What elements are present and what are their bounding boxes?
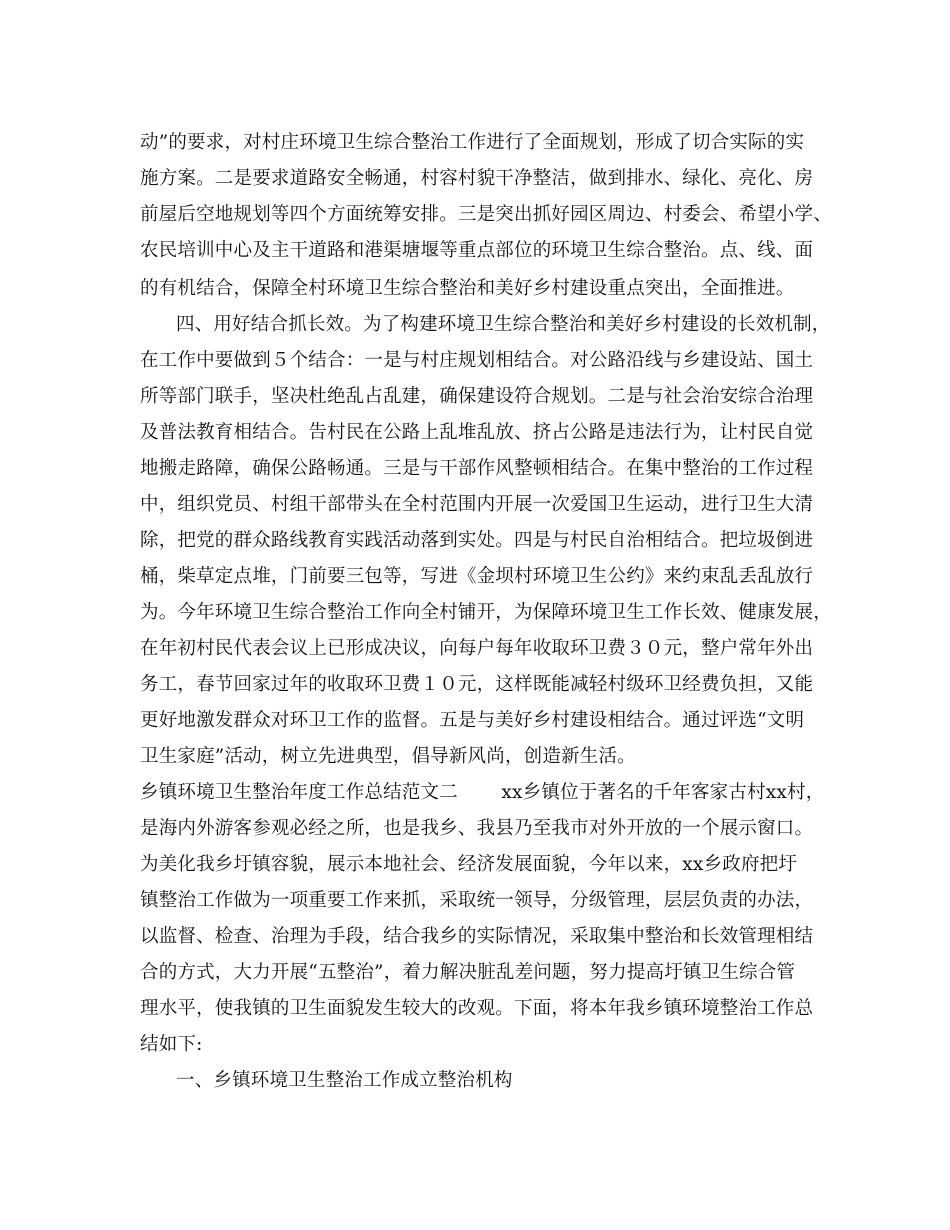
text-line: 合的方式，大力开展“五整治”，着力解决脏乱差问题，努力提高圩镇卫生综合管 bbox=[140, 962, 796, 983]
text-line: 镇整治工作做为一项重要工作来抓，采取统一领导，分级管理，层层负责的办法， bbox=[140, 890, 814, 911]
text-line: 卫生家庭”活动，树立先进典型，倡导新风尚，创造新生活。 bbox=[140, 746, 636, 767]
text-line: 为。今年环境卫生综合整治工作向全村铺开，为保障环境卫生工作长效、健康发展， bbox=[140, 602, 832, 623]
text-line: 桶，柴草定点堆，门前要三包等，写进《金坝村环境卫生公约》来约束乱丢乱放行 bbox=[140, 566, 814, 587]
text-line: 在工作中要做到５个结合：一是与村庄规划相结合。对公路沿线与乡建设站、国土 bbox=[140, 350, 814, 371]
text-line: 结如下: bbox=[140, 1034, 203, 1055]
subheading-line: 一、乡镇环境卫生整治工作成立整治机构 bbox=[176, 1070, 513, 1091]
text-line: 在年初村民代表会议上已形成决议，向每户每年收取环卫费３０元，整户常年外出 bbox=[140, 638, 814, 659]
text-line: 施方案。二是要求道路安全畅通，村容村貌干净整洁，做到排水、绿化、亮化、房 bbox=[140, 168, 814, 189]
text-line: 更好地激发群众对环卫工作的监督。五是与美好乡村建设相结合。通过评选“文明 bbox=[140, 710, 805, 731]
text-line: 地搬走路障，确保公路畅通。三是与干部作风整顿相结合。在集中整治的工作过程 bbox=[140, 458, 814, 479]
text-line: 及普法教育相结合。告村民在公路上乱堆乱放、挤占公路是违法行为，让村民自觉 bbox=[140, 422, 814, 443]
text-line: 理水平，使我镇的卫生面貌发生较大的改观。下面，将本年我乡镇环境整治工作总 bbox=[140, 998, 814, 1019]
text-line: 除，把党的群众路线教育实践活动落到实处。四是与村民自治相结合。把垃圾倒进 bbox=[140, 530, 814, 551]
text-line: 所等部门联手，坚决杜绝乱占乱建，确保建设符合规划。二是与社会治安综合治理 bbox=[140, 386, 814, 407]
text-line: 为美化我乡圩镇容貌，展示本地社会、经济发展面貌，今年以来，xx乡政府把圩 bbox=[140, 854, 798, 875]
text-line: 是海内外游客参观必经之所，也是我乡、我县乃至我市对外开放的一个展示窗口。 bbox=[140, 818, 814, 839]
text-line: 的有机结合，保障全村环境卫生综合整治和美好乡村建设重点突出，全面推进。 bbox=[140, 278, 795, 299]
text-line: 前屋后空地规划等四个方面统筹安排。三是突出抓好园区周边、村委会、希望小学、 bbox=[140, 204, 832, 225]
text-line: 中，组织党员、村组干部带头在全村范围内开展一次爱国卫生运动，进行卫生大清 bbox=[140, 494, 814, 515]
paragraph-first-line: 四、用好结合抓长效。为了构建环境卫生综合整治和美好乡村建设的长效机制， bbox=[176, 314, 831, 335]
text-line: 务工，春节回家过年的收取环卫费１０元，这样既能减轻村级环卫经费负担，又能 bbox=[140, 674, 814, 695]
text-line: 动”的要求，对村庄环境卫生综合整治工作进行了全面规划，形成了切合实际的实 bbox=[140, 132, 805, 153]
section-title-line: 乡镇环境卫生整治年度工作总结范文二 xx乡镇位于著名的千年客家古村xx村， bbox=[140, 782, 825, 803]
text-line: 以监督、检查、治理为手段，结合我乡的实际情况，采取集中整治和长效管理相结 bbox=[140, 926, 814, 947]
text-line: 农民培训中心及主干道路和港渠塘堰等重点部位的环境卫生综合整治。点、线、面 bbox=[140, 240, 814, 261]
